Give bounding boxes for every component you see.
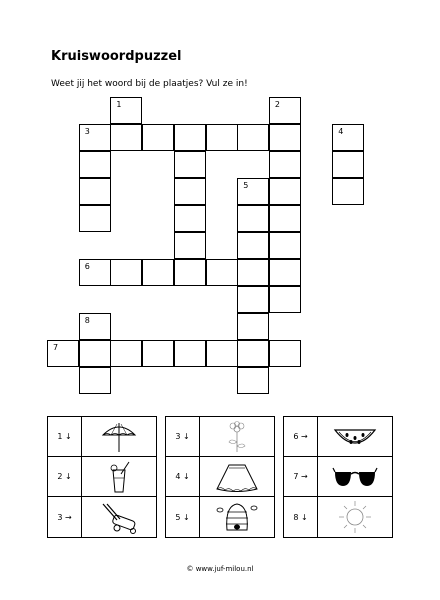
clue-row bbox=[166, 417, 274, 457]
copyright-footer: © www.juf-milou.nl bbox=[186, 565, 254, 573]
crossword-cell[interactable] bbox=[110, 124, 142, 151]
crossword-cell[interactable] bbox=[174, 178, 206, 205]
crossword-cell[interactable] bbox=[110, 340, 142, 367]
crossword-cell[interactable] bbox=[142, 259, 174, 286]
watermelon-icon bbox=[318, 417, 392, 456]
crossword-cell[interactable] bbox=[79, 340, 111, 367]
clue-row bbox=[166, 497, 274, 537]
clue-row bbox=[48, 417, 156, 457]
crossword-cell[interactable] bbox=[269, 205, 301, 232]
clue-label: 2 ↓ bbox=[48, 457, 82, 496]
clue-row bbox=[284, 497, 392, 537]
clue-label: 1 ↓ bbox=[48, 417, 82, 456]
crossword-cell[interactable] bbox=[332, 151, 364, 178]
clue-box-3 bbox=[283, 416, 393, 538]
clue-row bbox=[284, 417, 392, 457]
clue-label: 3 → bbox=[48, 497, 82, 537]
crossword-cell[interactable] bbox=[174, 232, 206, 259]
parasol-icon bbox=[82, 417, 156, 456]
clue-label: 3 ↓ bbox=[166, 417, 200, 456]
crossword-cell[interactable] bbox=[237, 367, 269, 394]
clue-label: 5 ↓ bbox=[166, 497, 200, 537]
clue-number: 7 bbox=[53, 343, 59, 352]
clue-number: 5 bbox=[243, 181, 249, 190]
crossword-cell[interactable] bbox=[237, 124, 269, 151]
clue-number: 4 bbox=[338, 127, 344, 136]
clue-label: 8 ↓ bbox=[284, 497, 318, 537]
crossword-cell[interactable] bbox=[110, 259, 142, 286]
crossword-cell[interactable] bbox=[142, 340, 174, 367]
crossword-cell[interactable] bbox=[269, 286, 301, 313]
sun-icon bbox=[318, 497, 392, 537]
crossword-cell[interactable] bbox=[237, 232, 269, 259]
crossword-cell[interactable] bbox=[110, 97, 142, 124]
crossword-cell[interactable] bbox=[332, 178, 364, 205]
crossword-cell[interactable] bbox=[174, 205, 206, 232]
drink-with-straw-icon bbox=[82, 457, 156, 496]
crossword-cell[interactable] bbox=[269, 178, 301, 205]
crossword-cell[interactable] bbox=[79, 259, 111, 286]
crossword-cell[interactable] bbox=[142, 124, 174, 151]
crossword-cell[interactable] bbox=[79, 367, 111, 394]
crossword-cell[interactable] bbox=[269, 151, 301, 178]
beehive-icon bbox=[200, 497, 274, 537]
clue-label: 4 ↓ bbox=[166, 457, 200, 496]
clue-box-2 bbox=[165, 416, 275, 538]
crossword-cell[interactable] bbox=[206, 259, 238, 286]
flower-icon bbox=[200, 417, 274, 456]
crossword-cell[interactable] bbox=[79, 205, 111, 232]
crossword-cell[interactable] bbox=[237, 205, 269, 232]
crossword-cell[interactable] bbox=[79, 178, 111, 205]
crossword-cell[interactable] bbox=[206, 124, 238, 151]
crossword-cell[interactable] bbox=[237, 286, 269, 313]
crossword-cell[interactable] bbox=[47, 340, 79, 367]
crossword-cell[interactable] bbox=[174, 340, 206, 367]
clue-number: 1 bbox=[116, 100, 122, 109]
crossword-cell[interactable] bbox=[79, 151, 111, 178]
clue-number: 8 bbox=[84, 316, 90, 325]
page-title: Kruiswoordpuzzel bbox=[51, 49, 182, 64]
clue-box-1 bbox=[47, 416, 157, 538]
crossword-cell[interactable] bbox=[237, 259, 269, 286]
crossword-cell[interactable] bbox=[237, 313, 269, 340]
crossword-cell[interactable] bbox=[174, 124, 206, 151]
crossword-cell[interactable] bbox=[174, 151, 206, 178]
clue-label: 6 → bbox=[284, 417, 318, 456]
crossword-cell[interactable] bbox=[79, 124, 111, 151]
clue-label: 7 → bbox=[284, 457, 318, 496]
clue-number: 2 bbox=[274, 100, 280, 109]
clue-row bbox=[48, 457, 156, 497]
clue-row bbox=[48, 497, 156, 537]
clue-row bbox=[284, 457, 392, 497]
lawn-mower-icon bbox=[82, 497, 156, 537]
crossword-cell[interactable] bbox=[79, 313, 111, 340]
crossword-cell[interactable] bbox=[269, 340, 301, 367]
crossword-cell[interactable] bbox=[206, 340, 238, 367]
crossword-cell[interactable] bbox=[269, 232, 301, 259]
sunglasses-icon bbox=[318, 457, 392, 496]
clue-number: 3 bbox=[84, 127, 90, 136]
crossword-cell[interactable] bbox=[269, 97, 301, 124]
crossword-cell[interactable] bbox=[237, 340, 269, 367]
crossword-cell[interactable] bbox=[174, 259, 206, 286]
crossword-cell[interactable] bbox=[332, 124, 364, 151]
clue-number: 6 bbox=[84, 262, 90, 271]
crossword-cell[interactable] bbox=[269, 124, 301, 151]
clue-row bbox=[166, 457, 274, 497]
skirt-icon bbox=[200, 457, 274, 496]
crossword-cell[interactable] bbox=[269, 259, 301, 286]
crossword-cell[interactable] bbox=[237, 178, 269, 205]
instruction-text: Weet jij het woord bij de plaatjes? Vul ze in! bbox=[51, 79, 248, 89]
